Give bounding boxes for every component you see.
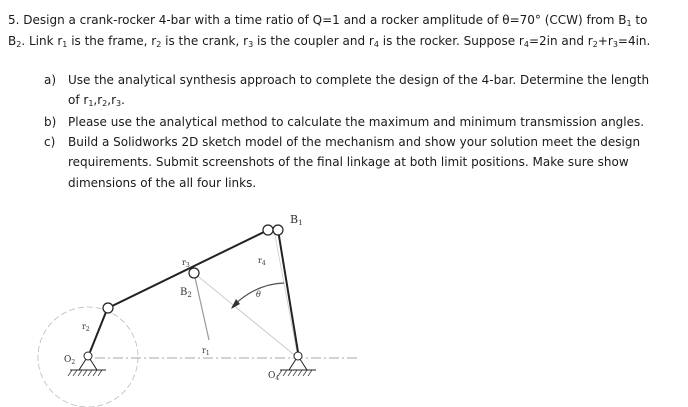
- rocker-link-r4: [278, 230, 298, 352]
- item-c-line-1: Build a Solidworks 2D sketch model of the mechanism and show your solution meet the design: [68, 135, 641, 149]
- joint-b1-left: [263, 225, 273, 235]
- label-r3: $r_3$: [182, 258, 190, 269]
- rocker-ghost-line: [274, 230, 298, 358]
- joint-a1: [103, 303, 113, 313]
- problem-sub: 2: [156, 40, 162, 49]
- problem-frag: is the frame, r: [67, 34, 157, 48]
- problem-frag: is the rocker. Suppose r: [378, 34, 524, 48]
- label-r2: $r_2$: [82, 322, 90, 333]
- problem-frag: B: [8, 34, 17, 48]
- joint-b2: [189, 268, 199, 278]
- problem-sub: 1: [62, 40, 68, 49]
- problem-sub: 2: [592, 40, 598, 49]
- problem-frag: =4in.: [617, 34, 651, 48]
- ground-pivot-o4: [278, 352, 316, 376]
- problem-frag: . Link r: [21, 34, 63, 48]
- problem-sub: 3: [612, 40, 618, 49]
- problem-text-1-tail: to: [631, 13, 648, 27]
- item-a-sub: 1: [88, 99, 94, 108]
- problem-sub-b1: 1: [626, 19, 632, 28]
- label-r1: $r_1$: [202, 346, 210, 357]
- problem-sub: 3: [248, 40, 254, 49]
- item-b-marker: b): [44, 115, 57, 129]
- label-o4: $O_4$: [268, 371, 280, 382]
- label-r4: $r_4$: [258, 256, 266, 267]
- item-a-frag: ,r: [93, 93, 103, 107]
- problem-sub: 2: [16, 40, 22, 49]
- problem-frag: is the coupler and r: [253, 34, 374, 48]
- item-a-frag: of r: [68, 93, 89, 107]
- item-a-sub: 3: [116, 99, 122, 108]
- label-b2: $B_2$: [180, 287, 192, 299]
- problem-frag: +r: [597, 34, 613, 48]
- item-b-line-1: Please use the analytical method to calculate the maximum and minimum transmission angles.: [68, 115, 645, 129]
- problem-text-1: 5. Design a crank-rocker 4-bar with a time ratio of Q=1 and a rocker amplitude of θ=70° (CCW) from B: [8, 13, 627, 27]
- problem-frag: is the crank, r: [161, 34, 249, 48]
- label-b1: B1: [290, 213, 303, 227]
- item-c-marker: c): [44, 135, 56, 149]
- item-a-marker: a): [44, 73, 57, 87]
- item-a-line-1: Use the analytical synthesis approach to complete the design of the 4-bar. Determine the length: [68, 73, 650, 87]
- problem-sub: 4: [373, 40, 379, 49]
- crank-link-r2: [90, 312, 106, 352]
- problem-frag: =2in and r: [528, 34, 593, 48]
- problem-sub: 4: [523, 40, 529, 49]
- label-theta: θ: [256, 290, 261, 299]
- joint-b1-right: [273, 225, 283, 235]
- rocker-b2-ghost-line: [194, 273, 298, 358]
- item-a-sub: 2: [102, 99, 108, 108]
- label-o2: $O_2$: [64, 355, 76, 366]
- item-c-line-3: dimensions of the all four links.: [68, 176, 257, 190]
- item-c-line-2: requirements. Submit screenshots of the final linkage at both limit positions. Make sure show: [68, 155, 629, 169]
- item-a-frag: .: [121, 93, 125, 107]
- item-a-frag: ,r: [107, 93, 117, 107]
